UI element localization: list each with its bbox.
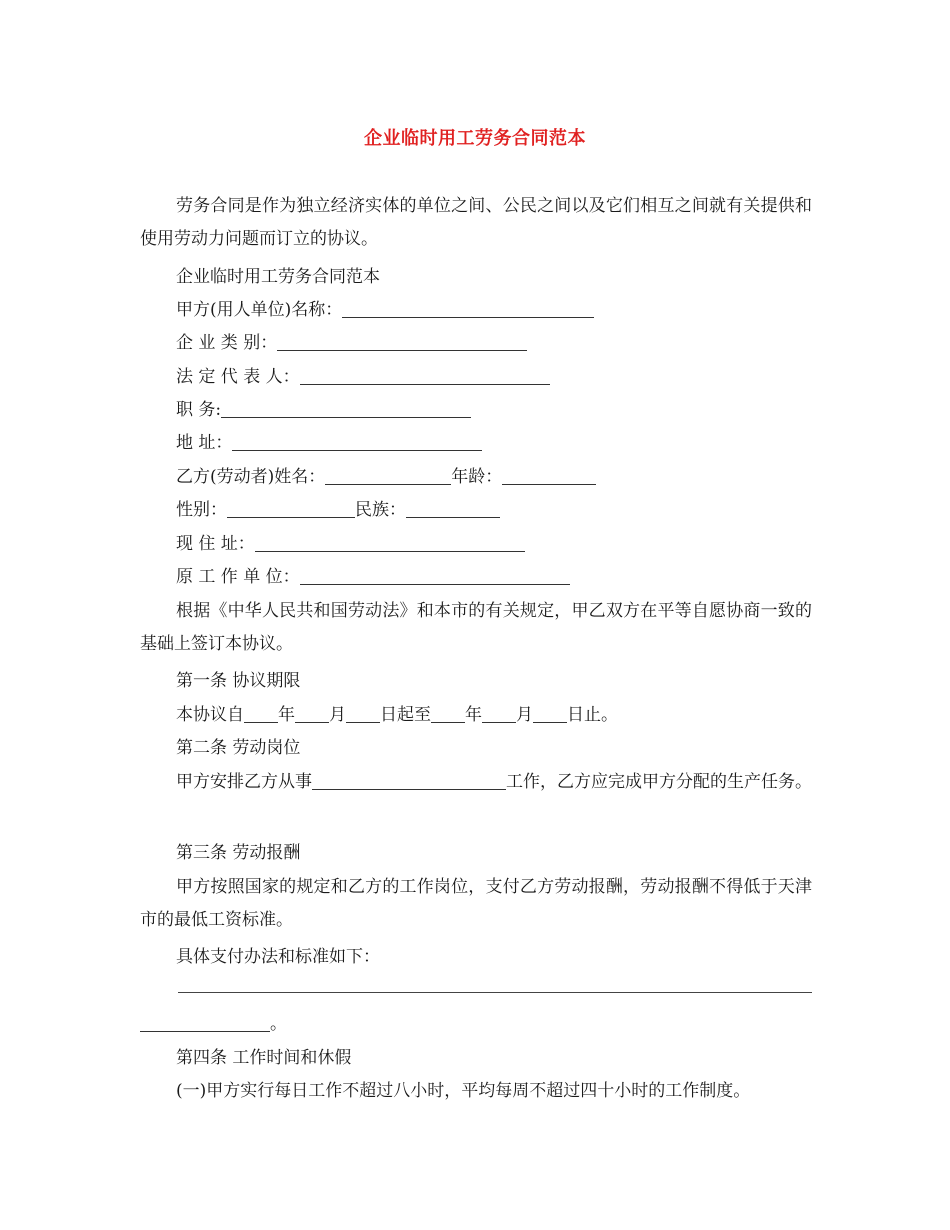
ethnicity-label: 民族： (355, 500, 406, 520)
article-3-heading: 第三条 劳动报酬 (176, 843, 301, 863)
ethnicity-blank[interactable] (406, 499, 500, 518)
enterprise-type-row (176, 331, 527, 355)
article-2-text-2: 工作，乙方应完成甲方分配的生产任务。 (506, 772, 812, 792)
legal-rep-label: 法 定 代 表 人： (176, 367, 300, 387)
term-text-3: 日止。 (567, 705, 618, 725)
party-a-name-blank[interactable] (342, 299, 594, 318)
party-b-name-blank[interactable] (325, 466, 451, 485)
gender-blank[interactable] (227, 499, 355, 518)
article-2-text-1: 甲方安排乙方从事 (176, 772, 312, 792)
month-label: 月 (329, 705, 346, 725)
age-blank[interactable] (502, 466, 596, 485)
legal-rep-row (176, 365, 550, 389)
address-a-blank[interactable] (232, 432, 482, 451)
subtitle: 企业临时用工劳务合同范本 (176, 267, 380, 287)
term-text-1: 本协议自 (176, 705, 244, 725)
current-address-row (176, 532, 525, 556)
month-label-2: 月 (516, 705, 533, 725)
payment-end-period: 。 (270, 1014, 287, 1034)
payment-blank-line-2-row (140, 1012, 287, 1036)
address-a-label: 地 址： (176, 433, 233, 453)
year-label-2: 年 (465, 705, 482, 725)
intro-paragraph: 劳务合同是作为独立经济实体的单位之间、公民之间以及它们相互之间就有关提供和使用劳动力问题而订立的协议。 (140, 196, 812, 249)
year-label: 年 (278, 705, 295, 725)
start-day-blank[interactable] (346, 704, 380, 723)
article-1-heading: 第一条 协议期限 (176, 671, 301, 691)
end-month-blank[interactable] (482, 704, 516, 723)
term-text-2: 日起至 (380, 705, 431, 725)
end-day-blank[interactable] (533, 704, 567, 723)
term-row (176, 703, 618, 727)
party-b-name-row (176, 465, 596, 489)
party-a-name-label: 甲方(用人单位)名称： (176, 300, 343, 320)
position-label: 职 务: (176, 400, 222, 420)
position-blank[interactable] (221, 399, 471, 418)
age-label: 年龄： (451, 467, 503, 487)
former-employer-label: 原 工 作 单 位： (176, 567, 300, 587)
end-year-blank[interactable] (431, 704, 465, 723)
article-3-body: 甲方按照国家的规定和乙方的工作岗位，支付乙方劳动报酬，劳动报酬不得低于天津市的最低工资标准。 (140, 877, 812, 930)
former-employer-blank[interactable] (300, 566, 570, 585)
article-4-heading: 第四条 工作时间和休假 (176, 1048, 352, 1068)
payment-blank-line-2[interactable] (140, 1013, 270, 1032)
position-row (176, 398, 471, 422)
party-a-name-row (176, 298, 594, 322)
former-employer-row (176, 565, 570, 589)
gender-label: 性别： (176, 500, 227, 520)
start-month-blank[interactable] (295, 704, 329, 723)
enterprise-type-blank[interactable] (277, 332, 527, 351)
job-blank[interactable] (312, 771, 506, 790)
current-address-blank[interactable] (255, 533, 525, 552)
start-year-blank[interactable] (244, 704, 278, 723)
legal-rep-blank[interactable] (300, 366, 550, 385)
basis-paragraph: 根据《中华人民共和国劳动法》和本市的有关规定，甲乙双方在平等自愿协商一致的基础上签订本协议。 (140, 601, 812, 654)
party-b-name-label: 乙方(劳动者)姓名： (176, 467, 326, 487)
document-title: 企业临时用工劳务合同范本 (364, 128, 586, 149)
payment-method-label: 具体支付办法和标准如下： (176, 947, 380, 967)
article-4-item-1: (一)甲方实行每日工作不超过八小时，平均每周不超过四十小时的工作制度。 (176, 1081, 751, 1101)
current-address-label: 现 住 址： (176, 534, 255, 554)
article-2-heading: 第二条 劳动岗位 (176, 738, 301, 758)
address-a-row (176, 431, 482, 455)
payment-blank-line-1[interactable] (178, 992, 812, 993)
enterprise-type-label: 企 业 类 别： (176, 333, 278, 353)
gender-row (176, 498, 500, 522)
article-2-body (140, 766, 812, 799)
